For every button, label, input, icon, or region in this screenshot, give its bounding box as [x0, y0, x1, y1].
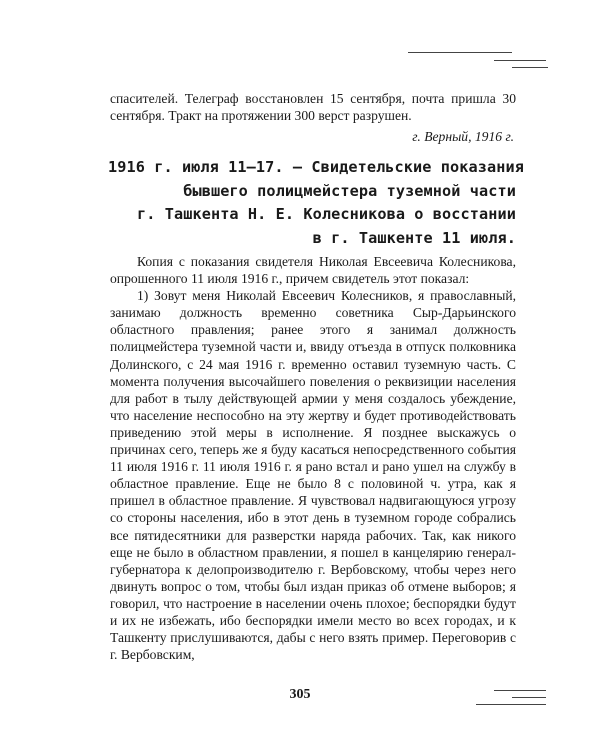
decorative-rule: [476, 704, 546, 705]
place-date-signature: г. Верный, 1916 г.: [412, 129, 514, 144]
heading-line-1: 1916 г. июля 11–17. – Свидетельские показания: [108, 158, 524, 176]
page-number: 305: [289, 687, 311, 702]
heading-line-2: бывшего полицмейстера туземной части: [183, 181, 516, 200]
decorative-rule: [408, 52, 512, 53]
decorative-rule: [494, 690, 546, 691]
heading-line-3: г. Ташкента Н. Е. Колесникова о восстании: [137, 205, 516, 223]
decorative-rule: [512, 697, 546, 698]
lead-paragraph-text: спасителей. Телеграф восстановлен 15 сентября, почта пришла 30 сентября. Тракт на протяжении 300 верст разрушен.: [110, 91, 516, 124]
decorative-rule: [512, 67, 548, 68]
decorative-rule: [494, 60, 546, 61]
intro-paragraph: Копия с показания свидетеля Николая Евсеевича Колесникова, опрошенного 11 июля 1916 г., причем свидетель этот показал:: [110, 254, 516, 287]
heading-line-4: в г. Ташкенте 11 июля.: [312, 228, 516, 247]
body-text: [110, 253, 516, 663]
document-heading: [108, 156, 524, 250]
lead-paragraph: [110, 90, 516, 124]
testimony-paragraph: 1) Зовут меня Николай Евсеевич Колесников, я православный, занимаю должность временно советника Сыр-Дарьинского областного правления; ранее этого я занимал должность полицмейстера туземной части и, ввиду отъезда в отпуск полковника Долинского, с 24 мая 1916 г. временно оставил туземную часть. С момента получения высочайшего повеления о реквизиции населения для работ в тылу действующей армии у меня создалось убеждение, что население неспособно на эту жертву и будет противодействовать приведению этой меры в исполнение. Я позднее выскажусь о причинах сего, теперь же я буду касаться непосредственного события 11 июля 1916 г. 11 июля 1916 г. я рано встал и рано ушел на службу в областное правление. Еще не было 8 с половиной ч. утра, как я пришел в областное правление. Я чувствовал надвигающуюся угрозу со стороны населения, ибо в этот день в туземном городе собрались все пятидесятники для разверстки наряда рабочих. Так, как никого еще не было в областном правлении, я пошел в канцелярию генерал-губернатора к делопроизводителю г. Вербовскому, чтобы через него двинуть вопрос о том, чтобы был издан приказ об отмене выборов; я говорил, что настроение в населении очень плохое; беспорядки будут и их не избежать, ибо беспорядки имели место во всех городах, и к Ташкенту прислушиваются, дабы с него взять пример. Переговорив с г. Вербовским,: [110, 288, 516, 663]
